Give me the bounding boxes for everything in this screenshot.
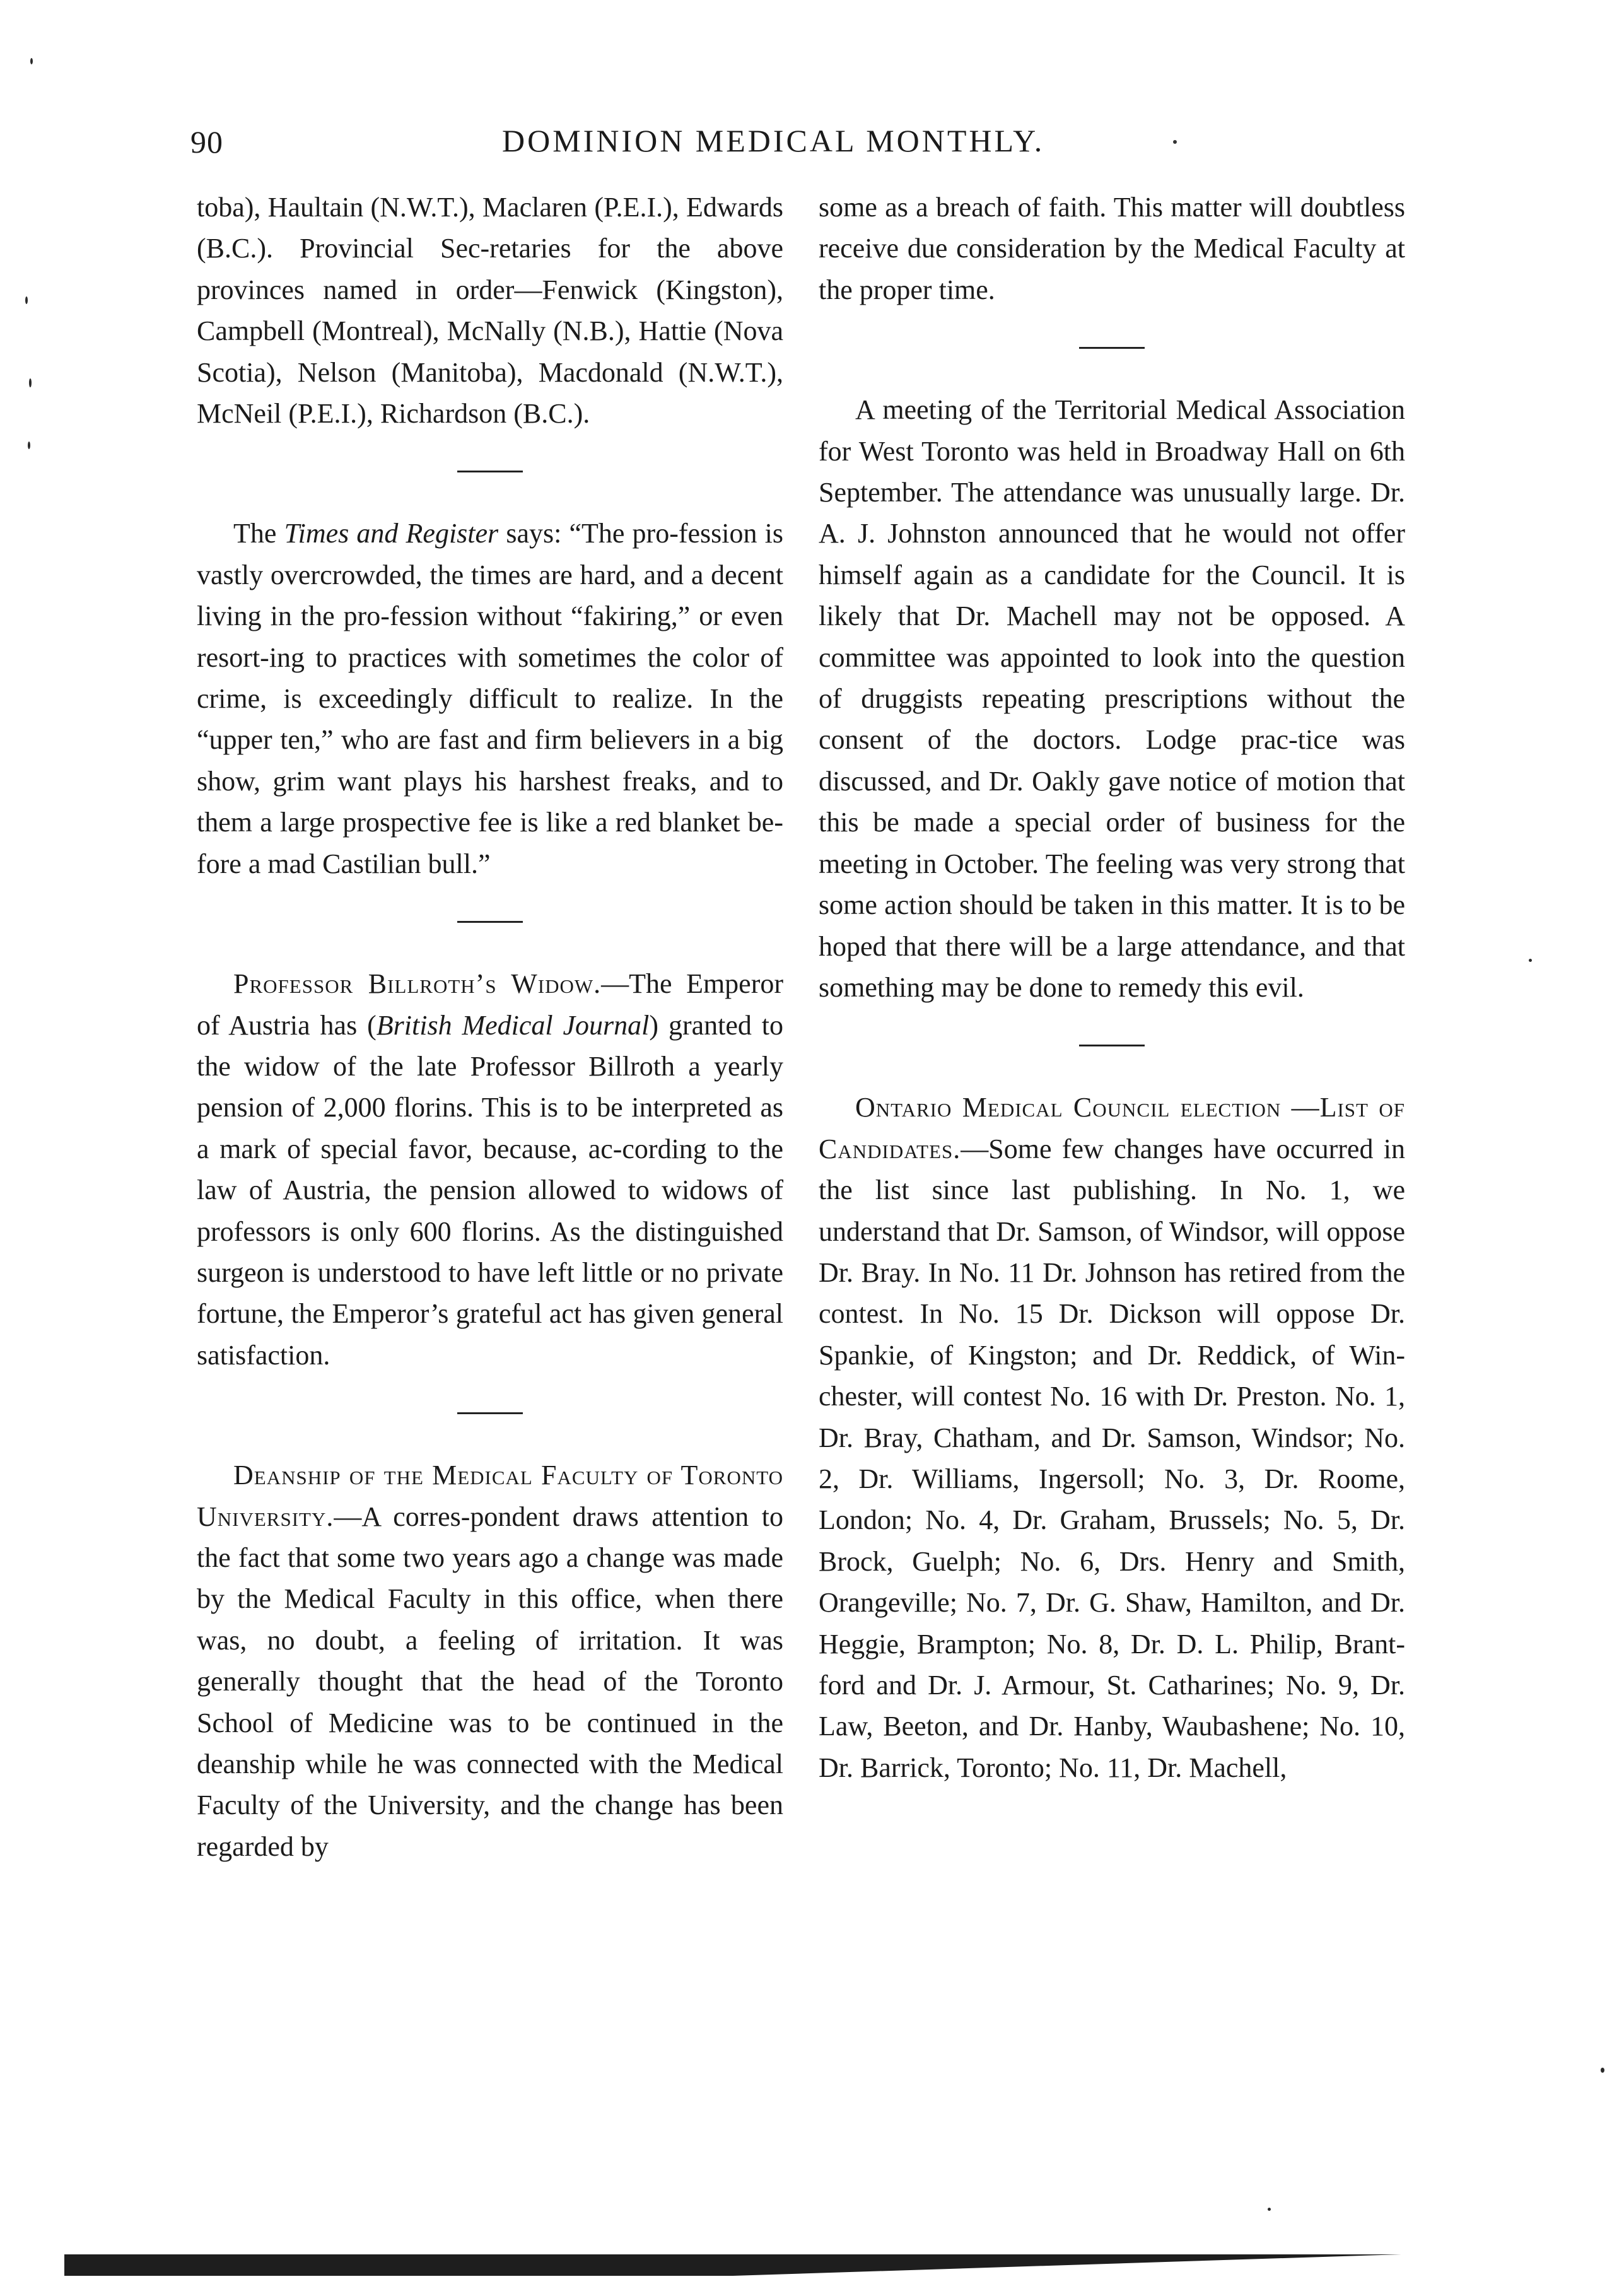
scan-speck	[30, 58, 33, 64]
scan-speck	[29, 378, 32, 387]
page-number: 90	[190, 124, 223, 160]
paragraph-times-and-register	[197, 513, 783, 884]
paragraph-billroth-widow	[197, 963, 783, 1376]
text-run: —Some few changes have occurred in the list since last publishing. In No. 1, we understand that Dr. Samson, of Windsor, will oppose Dr. Bray. In No. 11 Dr. Johnson has retired from the contest. In No. 15 Dr. Dickson will oppose Dr. Spankie, of Kingston; and Dr. Reddick, of Win-chester, will contest No. 16 with Dr. Preston. No. 1, Dr. Bray, Chatham, and Dr. Samson, Windsor; No. 2, Dr. Williams, Ingersoll; No. 3, Dr. Roome, London; No. 4, Dr. Graham, Brussels; No. 5, Dr. Brock, Guelph; No. 6, Drs. Henry and Smith, Orangeville; No. 7, Dr. G. Shaw, Hamilton, and Dr. Heggie, Brampton; No. 8, Dr. D. L. Philip, Brant-ford and Dr. J. Armour, St. Catharines; No. 9, Dr. Law, Beeton, and Dr. Hanby, Waubashene; No. 10, Dr. Barrick, Toronto; No. 11, Dr. Machell,	[819, 1133, 1405, 1783]
section-rule	[457, 471, 523, 472]
text-run: says: “The pro-fession is vastly overcrowded, the times are hard, and a decent living in the pro-fession without “fakiring,” or even resort-ing to practices with sometimes the color of crime, is exceedingly difficult to realize. In the “upper ten,” who are fast and firm believers in a big show, grim want plays his harshest freaks, and to them a large prospective fee is like a red blanket be-fore a mad Castilian bull.”	[197, 518, 784, 879]
scan-speck	[1268, 2208, 1271, 2211]
text-run: The	[233, 518, 284, 549]
article-heading: Professor Billroth’s Widow.	[233, 968, 602, 1000]
source-title: British Medical Journal	[376, 1009, 650, 1041]
section-rule	[1079, 347, 1145, 349]
article-heading: Deanship of the Medical Faculty of Toronto University.	[197, 1460, 783, 1532]
left-column	[197, 187, 783, 1867]
paragraph-breach-of-faith: some as a breach of faith. This matter will doubtless receive due consideration by the Medical Faculty at the proper time.	[819, 192, 1405, 305]
scan-speck	[25, 296, 28, 304]
section-rule	[1079, 1045, 1145, 1046]
scan-speck	[28, 442, 30, 449]
scan-speck	[1601, 2068, 1604, 2073]
paragraph-provincial-secretaries: toba), Haultain (N.W.T.), Maclaren (P.E.I.), Edwards (B.C.). Provincial Sec-retaries for the above provinces named in order—Fenwick (Kingston), Campbell (Montreal), McNally (N.B.), Hattie (Nova Scotia), Nelson (Manitoba), Macdonald (N.W.T.), McNeil (P.E.I.), Richardson (B.C.).	[197, 192, 783, 430]
text-run: ) granted to the widow of the late Professor Billroth a yearly pension of 2,000 florins. This is to be interpreted as a mark of special favor, because, ac-cording to the law of Austria, the pension allowed to widows of professors is only 600 florins. As the distinguished surgeon is understood to have left little or no private fortune, the Emperor’s grateful act has given general satisfaction.	[197, 1009, 784, 1371]
paragraph-territorial-meeting: A meeting of the Territorial Medical Association for West Toronto was held in Broadway Hall on 6th September. The attendance was unusually large. Dr. A. J. Johnston announced that he would not offer himself again as a candidate for the Council. It is likely that Dr. Machell may not be opposed. A committee was appointed to look into the question of druggists repeating prescriptions without the consent of the doctors. Lodge prac-tice was discussed, and Dr. Oakly gave notice of motion that this be made a special order of business for the meeting in October. The feeling was very strong that some action should be taken in this matter. It is to be hoped that there will be a large attendance, and that something may be done to remedy this evil.	[819, 394, 1405, 1003]
article-heading: Ontario Medical Council election —List of Candidates.	[819, 1092, 1405, 1164]
paragraph-deanship	[197, 1455, 783, 1867]
section-rule	[457, 921, 523, 923]
section-rule	[457, 1412, 523, 1414]
scan-edge-shadow	[64, 2254, 1401, 2276]
scan-speck	[1529, 959, 1532, 962]
print-speck	[1173, 140, 1177, 144]
right-column	[819, 187, 1405, 1788]
source-title: Times and Register	[284, 518, 499, 549]
running-head-title: DOMINION MEDICAL MONTHLY.	[502, 123, 1045, 158]
text-run: —A corres-pondent draws attention to the fact that some two years ago a change was made by the Medical Faculty in this office, when there was, no doubt, a feeling of irritation. It was generally thought that the head of the Toronto School of Medicine was to be continued in the deanship while he was connected with the Medical Faculty of the University, and the change has been regarded by	[197, 1501, 783, 1862]
text-run: —The Emperor of Austria has (	[197, 968, 784, 1041]
paragraph-council-election	[819, 1087, 1405, 1788]
